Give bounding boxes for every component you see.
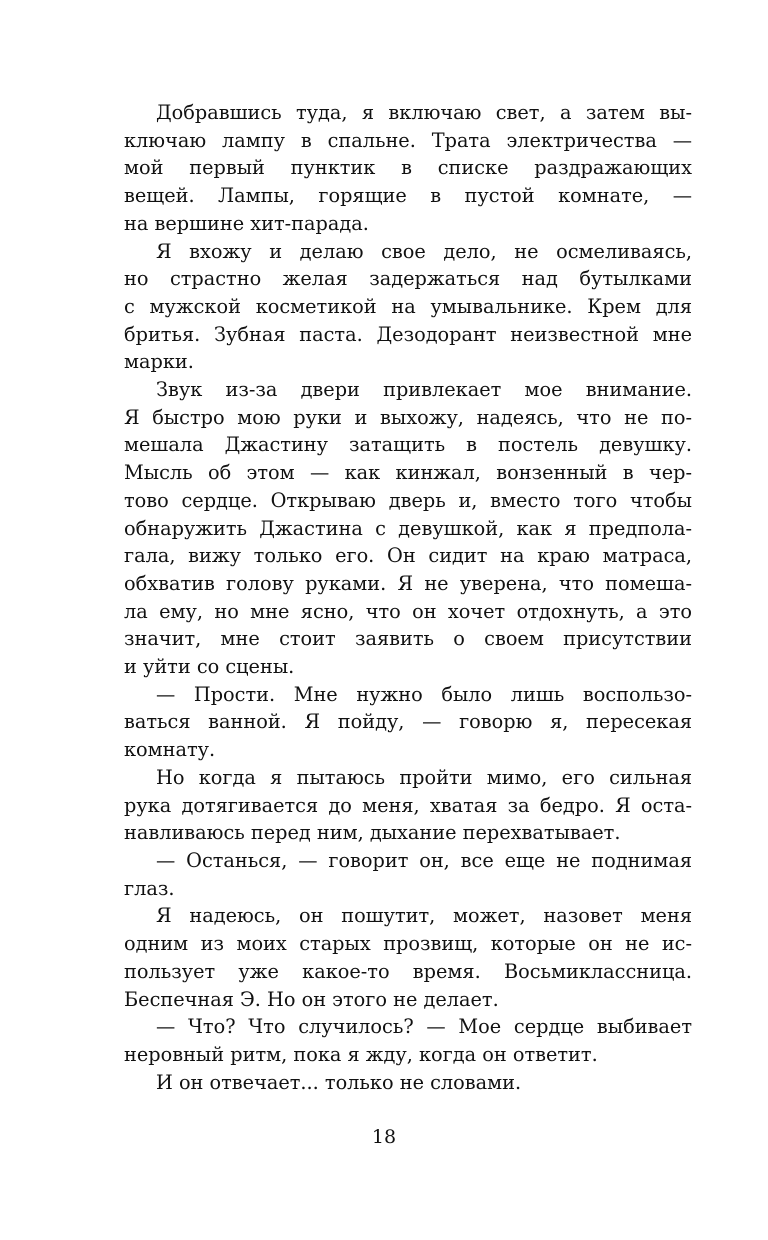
text-line: бритья. Зубная паста. Дезодорант неизвестной мне — [124, 322, 692, 346]
text-line: комнату. — [124, 738, 216, 762]
text-line: Добравшись туда, я включаю свет, а затем вы- — [156, 101, 692, 124]
text-line: навливаюсь перед ним, дыхание перехватывает. — [124, 821, 621, 845]
text-line: одним из моих старых прозвищ, которые он не ис- — [124, 932, 692, 956]
text-line: на вершине хит-парада. — [124, 211, 369, 235]
text-line: — Прости. Мне нужно было лишь воспользо- — [156, 682, 692, 706]
text-line: мой первый пунктик в списке раздражающих — [124, 156, 692, 180]
text-line: значит, мне стоит заявить о своем присутствии — [124, 627, 692, 651]
paragraph — [124, 99, 692, 238]
text-line: обнаружить Джастина с девушкой, как я предпола- — [124, 516, 692, 540]
text-line: и уйти со сцены. — [124, 655, 295, 679]
page-number: 18 — [371, 1126, 397, 1148]
text-line: ваться ванной. Я пойду, — говорю я, пересекая — [124, 710, 692, 734]
paragraph — [124, 238, 692, 377]
paragraph — [124, 376, 692, 681]
text-line: гала, вижу только его. Он сидит на краю матраса, — [124, 544, 692, 568]
text-line: мешала Джастину затащить в постель девушку. — [124, 433, 692, 457]
text-line: Мысль об этом — как кинжал, вонзенный в чер- — [124, 461, 692, 485]
text-line: ла ему, но мне ясно, что он хочет отдохнуть, а это — [124, 599, 692, 623]
text-line: Я надеюсь, он пошутит, может, назовет меня — [156, 904, 692, 928]
text-line: — Останься, — говорит он, все еще не поднимая — [156, 848, 692, 872]
text-line: вещей. Лампы, горящие в пустой комнате, — — [124, 184, 692, 208]
text-line: марки. — [124, 350, 194, 374]
text-line: Я вхожу и делаю свое дело, не осмеливаясь, — [156, 239, 692, 263]
paragraph — [124, 681, 692, 764]
text-line: но страстно желая задержаться над бутылками — [124, 267, 692, 291]
paragraph — [124, 847, 692, 902]
paragraph — [124, 764, 692, 847]
text-line: с мужской косметикой на умывальнике. Крем для — [124, 294, 692, 318]
text-line: Но когда я пытаюсь пройти мимо, его сильная — [156, 765, 692, 789]
text-line: Звук из-за двери привлекает мое внимание. — [156, 378, 692, 402]
text-line: глаз. — [124, 876, 175, 900]
paragraph — [124, 1069, 692, 1097]
paragraph — [124, 902, 692, 1013]
text-line: пользует уже какое-то время. Восьмиклассница. — [124, 959, 692, 983]
text-line: тово сердце. Открываю дверь и, вместо того чтобы — [124, 488, 692, 512]
paragraph — [124, 1013, 692, 1068]
text-line: И он отвечает... только не словами. — [156, 1070, 522, 1094]
text-line: — Что? Что случилось? — Мое сердце выбивает — [156, 1015, 692, 1039]
text-line: ключаю лампу в спальне. Трата электричества — — [124, 128, 692, 152]
text-line: рука дотягивается до меня, хватая за бедро. Я оста- — [124, 793, 692, 817]
text-line: обхватив голову руками. Я не уверена, что помеша- — [124, 571, 692, 595]
text-line: Я быстро мою руки и выхожу, надеясь, что не по- — [124, 405, 692, 429]
body-text — [124, 99, 692, 1096]
text-line: Беспечная Э. Но он этого не делает. — [124, 987, 499, 1011]
text-line: неровный ритм, пока я жду, когда он ответит. — [124, 1042, 598, 1066]
